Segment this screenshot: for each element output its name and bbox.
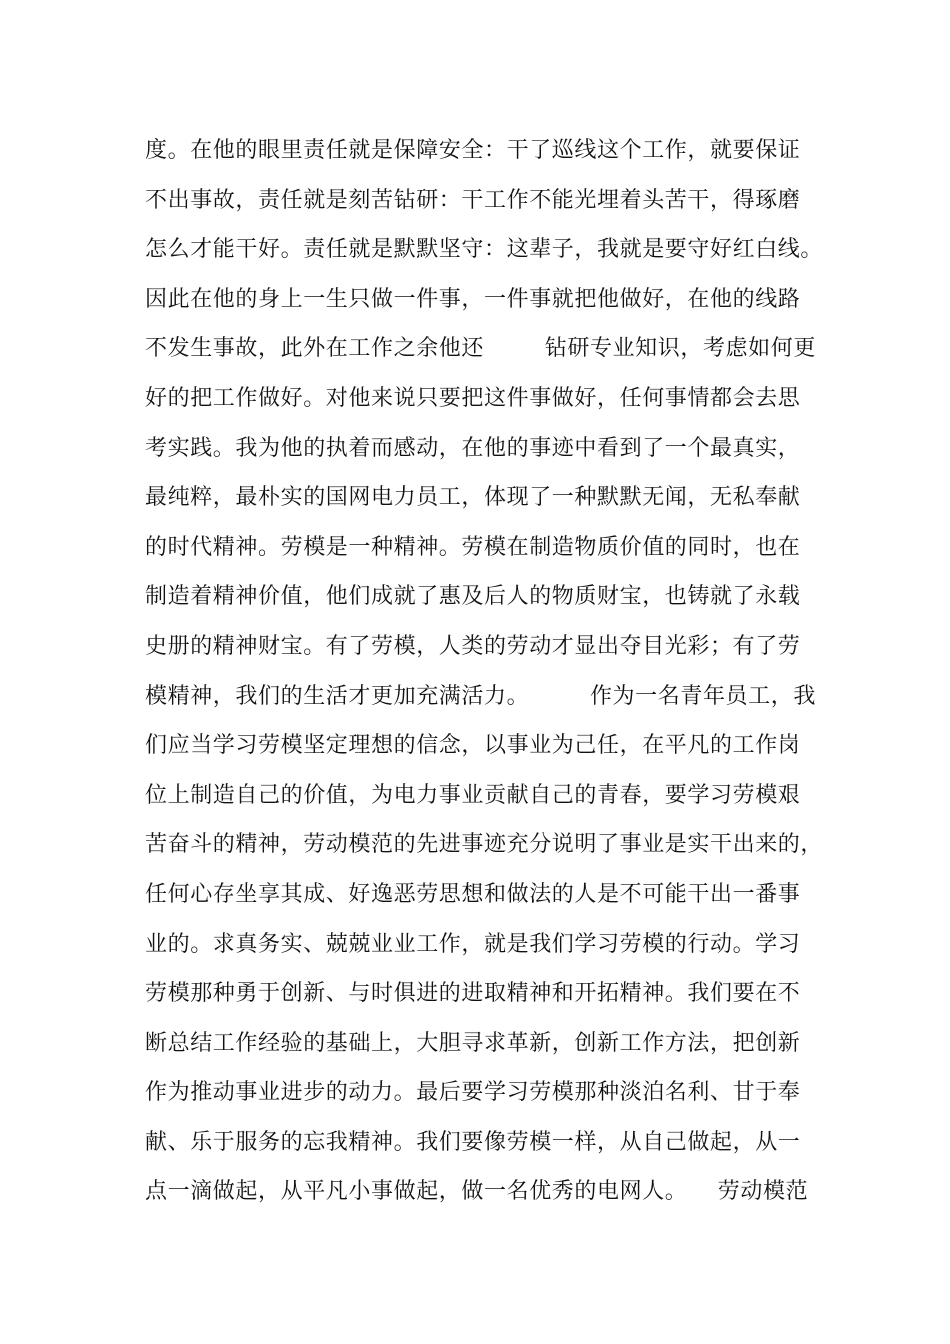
body-text: [145, 133, 825, 1224]
text-line: 劳模那种勇于创新、与时俱进的进取精神和开拓精神。我们要在不: [145, 981, 801, 1007]
text-line: 的时代精神。劳模是一种精神。劳模在制造物质价值的同时，也在: [145, 534, 801, 560]
text-line: 好的把工作做好。对他来说只要把这件事做好，任何事情都会去思: [145, 385, 801, 411]
text-line: 制造着精神价值，他们成就了惠及后人的物质财宝，也铸就了永载: [145, 584, 801, 610]
text-line: 度。在他的眼里责任就是保障安全：干了巡线这个工作，就要保证: [145, 138, 801, 163]
text-line: 最纯粹，最朴实的国网电力员工，体现了一种默默无闻，无私奉献: [145, 485, 801, 511]
text-line: 史册的精神财宝。有了劳模，人类的劳动才显出夺目光彩；有了劳: [145, 633, 801, 659]
text-line: 不出事故，责任就是刻苦钻研：干工作不能光埋着头苦干，得琢磨: [145, 187, 801, 213]
text-line: 献、乐于服务的忘我精神。我们要像劳模一样，从自己做起，从一: [145, 1129, 801, 1155]
text-line: 怎么才能干好。责任就是默默坚守：这辈子，我就是要守好红白线。: [145, 237, 824, 263]
text-line: 断总结工作经验的基础上，大胆寻求革新，创新工作方法，把创新: [145, 1030, 801, 1056]
text-line: 业的。求真务实、兢兢业业工作，就是我们学习劳模的行动。学习: [145, 931, 801, 957]
text-line: 们应当学习劳模坚定理想的信念，以事业为己任，在平凡的工作岗: [145, 733, 801, 759]
text-line: 考实践。我为他的执着而感动，在他的事迹中看到了一个最真实，: [145, 435, 801, 461]
text-line: 作为推动事业进步的动力。最后要学习劳模那种淡泊名利、甘于奉: [145, 1080, 801, 1106]
text-line: 不发生事故，此外在工作之余他还 钻研专业知识，考虑如何更: [145, 336, 816, 362]
text-line: 位上制造自己的价值，为电力事业贡献自己的青春，要学习劳模艰: [145, 782, 801, 808]
text-line: 苦奋斗的精神，劳动模范的先进事迹充分说明了事业是实干出来的，: [145, 832, 824, 858]
text-line: 任何心存坐享其成、好逸恶劳思想和做法的人是不可能干出一番事: [145, 881, 801, 907]
text-line: 模精神，我们的生活才更加充满活力。 作为一名青年员工，我: [145, 683, 816, 709]
text-line: 因此在他的身上一生只做一件事，一件事就把他做好，在他的线路: [145, 286, 801, 312]
text-line: 点一滴做起，从平凡小事做起，做一名优秀的电网人。 劳动模范: [145, 1179, 809, 1205]
